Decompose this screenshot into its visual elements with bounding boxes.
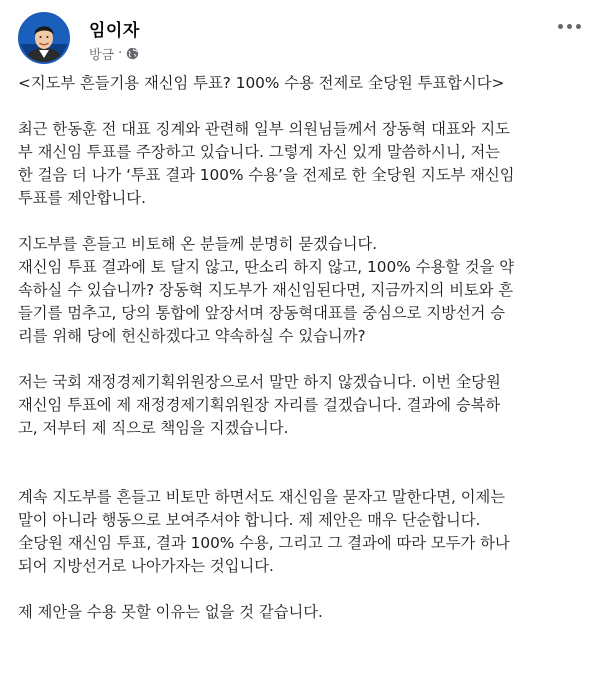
more-options-icon[interactable] (554, 14, 584, 38)
post-body (18, 72, 588, 624)
avatar[interactable] (18, 12, 70, 64)
meta-separator: · (118, 46, 123, 61)
post-title-line: <지도부 흔들기용 재신임 투표? 100% 수용 전제로 全당원 투표합시다> (18, 74, 505, 92)
post-paragraph: 지도부를 흔들고 비토해 온 분들께 분명히 묻겠습니다. 재신임 투표 결과에 토 달지 않고, 딴소리 하지 않고, 100% 수용할 것을 약 속하실 수 있습니까? 장동혁 지도부가 재신임된다면, 지금까지의 비토와 흔 들기를 멈추고, 당의 통합에 앞장서며 장동혁대표를 중심으로 지방선거 승 리를 위해 당에 헌신하겠다고 약속하실 수 있습니까? (18, 235, 515, 345)
post-meta (89, 44, 139, 63)
author-name[interactable]: 임이자 (89, 21, 140, 41)
post-paragraph: 최근 한동훈 전 대표 징계와 관련해 일부 의원님들께서 장동혁 대표와 지도 부 재신임 투표를 주장하고 있습니다. 그렇게 자신 있게 말씀하시니, 저는 한 걸음 더 나가 ‘투표 결과 100% 수용’을 전제로 한 全당원 지도부 재신임 투표를 제안합니다. (18, 120, 515, 207)
globe-icon[interactable] (126, 47, 139, 60)
post-paragraph: 계속 지도부를 흔들고 비토만 하면서도 재신임을 묻자고 말한다면, 이제는 말이 아니라 행동으로 보여주셔야 합니다. 제 제안은 매우 단순합니다. 全당원 재신임 투표, 결과 100% 수용, 그리고 그 결과에 따라 모두가 하나 되어 지방선거로 나아가자는 것입니다. (18, 488, 510, 575)
post-paragraph: 저는 국회 재정경제기획위원장으로서 말만 하지 않겠습니다. 이번 全당원 재신임 투표에 제 재정경제기획위원장 자리를 걸겠습니다. 결과에 승복하 고, 저부터 제 직으로 책임을 지겠습니다. (18, 373, 501, 437)
post-timestamp[interactable]: 방금 (89, 48, 115, 63)
post-header (18, 10, 588, 70)
post-paragraph: 제 제안을 수용 못할 이유는 없을 것 같습니다. (18, 603, 323, 621)
